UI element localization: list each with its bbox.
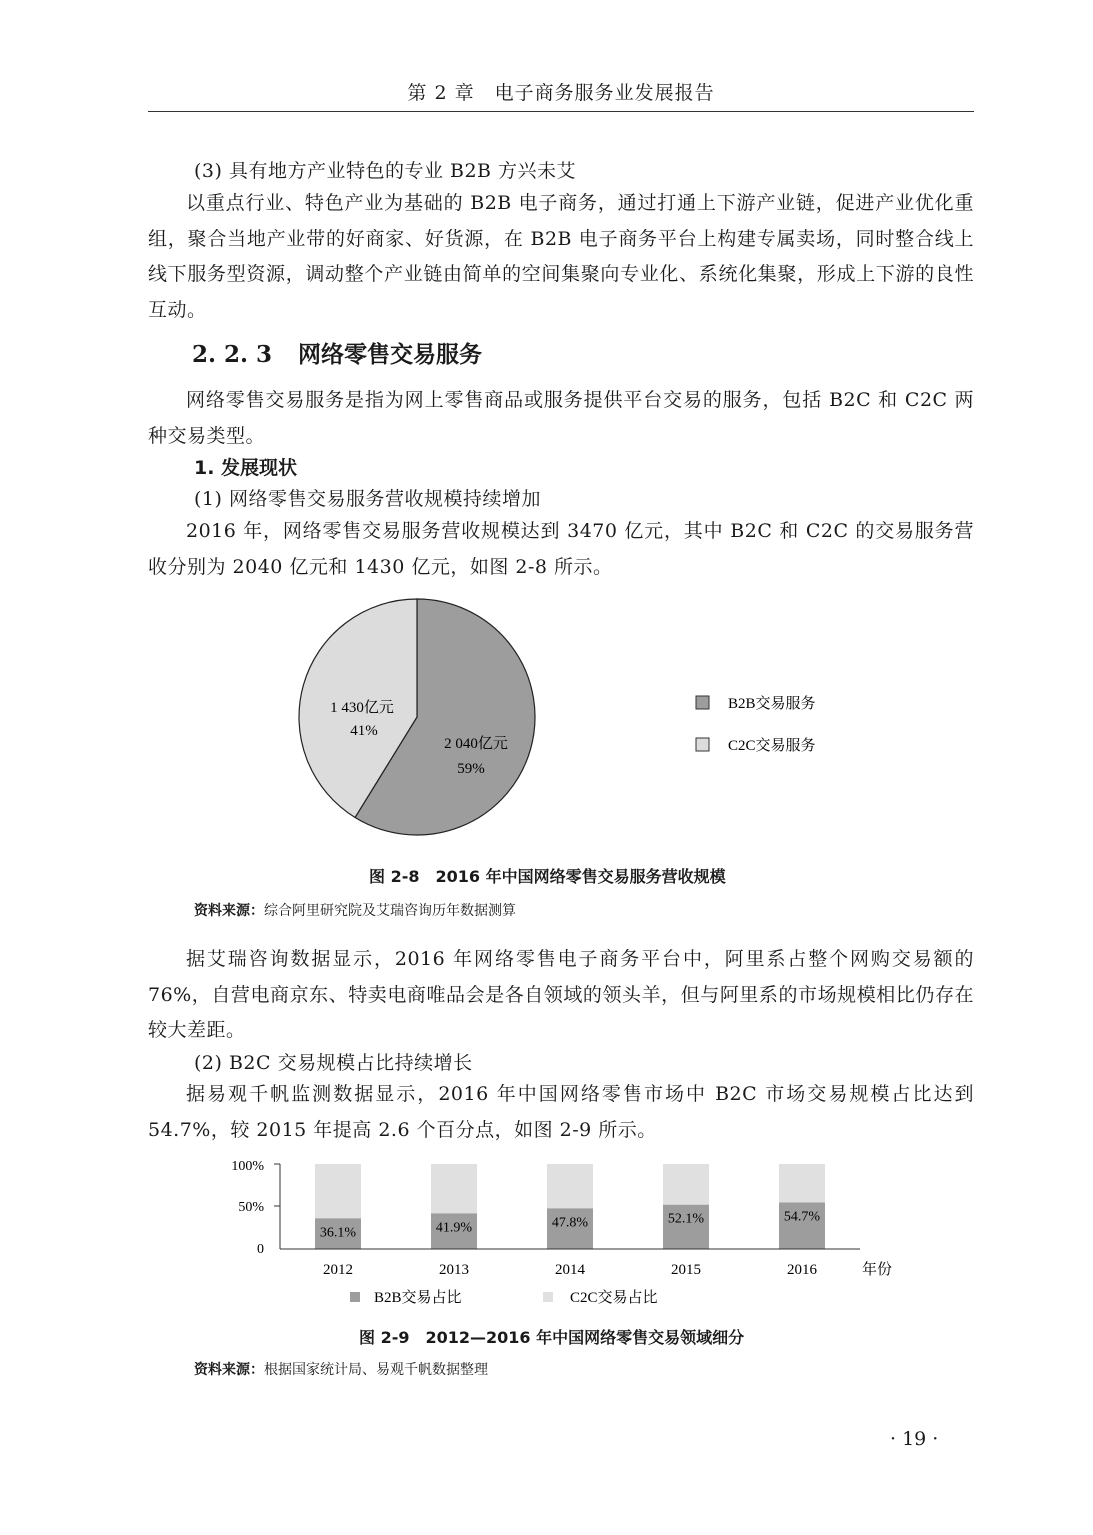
bar-value-label-2016: 54.7% (783, 1209, 821, 1225)
legend-label-c2c-share: C2C交易占比 (570, 1290, 658, 1306)
page-number: · 19 · (890, 1428, 939, 1450)
legend-swatch-c2c-share (543, 1292, 553, 1302)
bar-value-label-2014: 47.8% (551, 1215, 589, 1231)
paragraph-3: 2016 年，网络零售交易服务营收规模达到 3470 亿元，其中 B2C 和 C2C 的交易服务营收分别为 2040 亿元和 1430 亿元，如图 2-8 所示。 (148, 520, 974, 578)
source-text: 综合阿里研究院及艾瑞咨询历年数据测算 (264, 903, 516, 919)
legend-label-b2b-share: B2B交易占比 (374, 1290, 462, 1306)
bar-c2c-2012 (315, 1164, 361, 1218)
subhead-2: (2) B2C 交易规模占比持续增长 (194, 1052, 473, 1074)
subhead-3: (3) 具有地方产业特色的专业 B2B 方兴未艾 (194, 160, 577, 182)
bar-c2c-2013 (431, 1164, 477, 1213)
paragraph-4: 据艾瑞咨询数据显示，2016 年网络零售电子商务平台中，阿里系占整个网购交易额的 76%，自营电商京东、特卖电商唯品会是各自领域的领头羊，但与阿里系的市场规模相比仍存在较大差距。 (148, 948, 974, 1041)
bar-value-label-2015: 52.1% (667, 1211, 705, 1227)
paragraph-1: 以重点行业、特色产业为基础的 B2B 电子商务，通过打通上下游产业链，促进产业优化重组，聚合当地产业带的好商家、好货源，在 B2B 电子商务平台上构建专属卖场，同时整合线上线下服务型资源，调动整个产业链由简单的空间集聚向专业化、系统化集聚，形成上下游的良性互动。 (148, 192, 974, 321)
heading-development-status: 1. 发展现状 (194, 457, 298, 479)
figure-2-8-source (194, 900, 516, 920)
paragraph-2: 网络零售交易服务是指为网上零售商品或服务提供平台交易的服务，包括 B2C 和 C2C 两种交易类型。 (148, 389, 974, 447)
x-tick-2015: 2015 (671, 1262, 701, 1278)
bar-value-label-2012: 36.1% (319, 1225, 357, 1241)
figure-2-8-caption: 图 2-8 2016 年中国网络零售交易服务营收规模 (369, 867, 726, 886)
header-rule (148, 111, 974, 112)
figure-2-9-caption: 图 2-9 2012—2016 年中国网络零售交易领域细分 (359, 1328, 745, 1347)
paragraph-5: 据易观千帆监测数据显示，2016 年中国网络零售市场中 B2C 市场交易规模占比达到 54.7%，较 2015 年提高 2.6 个百分点，如图 2-9 所示。 (148, 1083, 974, 1141)
x-tick-2012: 2012 (323, 1262, 353, 1278)
x-tick-2014: 2014 (555, 1262, 585, 1278)
bar-c2c-2016 (779, 1164, 825, 1203)
bar-value-label-2013: 41.9% (435, 1220, 473, 1236)
source-text: 根据国家统计局、易观千帆数据整理 (264, 1362, 488, 1378)
x-axis-label: 年份 (862, 1262, 893, 1278)
legend-swatch-b2b-share (350, 1292, 360, 1302)
x-tick-2016: 2016 (787, 1262, 817, 1278)
source-label: 资料来源： (194, 903, 264, 919)
legend-swatch-b2b (696, 696, 709, 709)
legend-label-b2b: B2B交易服务 (728, 696, 816, 712)
pie-label-b2b-value: 2 040亿元 (444, 736, 508, 752)
stacked-bar-chart (210, 1152, 930, 1317)
bar-c2c-2015 (663, 1164, 709, 1205)
legend-swatch-c2c (696, 738, 709, 751)
pie-label-c2c-percent: 41% (350, 723, 378, 739)
bar-c2c-2014 (547, 1164, 593, 1208)
pie-label-b2b-percent: 59% (457, 761, 485, 777)
y-tick-50: 50% (238, 1200, 264, 1215)
pie-chart (290, 590, 870, 860)
x-tick-2013: 2013 (439, 1262, 469, 1278)
section-number: 2. 2. 3 (192, 341, 273, 368)
pie-label-c2c-value: 1 430亿元 (330, 700, 394, 716)
legend-label-c2c: C2C交易服务 (728, 738, 816, 754)
figure-2-9-source (194, 1359, 488, 1379)
subhead-1: (1) 网络零售交易服务营收规模持续增加 (194, 488, 541, 510)
running-head: 第 2 章 电子商务服务业发展报告 (407, 82, 715, 104)
source-label: 资料来源： (194, 1362, 264, 1378)
section-heading (192, 336, 482, 369)
y-tick-0: 0 (257, 1242, 264, 1257)
section-title: 网络零售交易服务 (298, 342, 483, 368)
y-tick-100: 100% (231, 1159, 264, 1174)
